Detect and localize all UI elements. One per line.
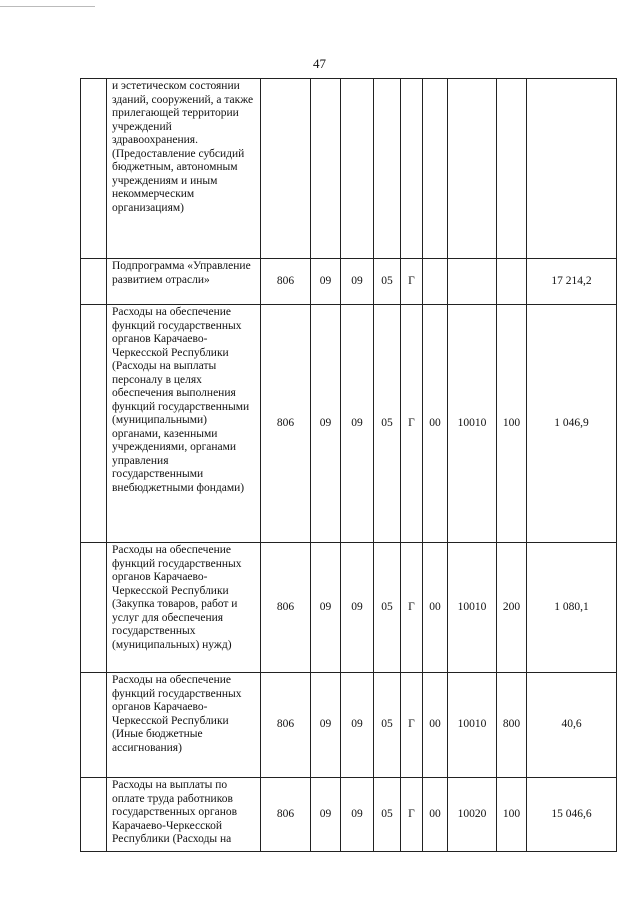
table-body bbox=[81, 79, 617, 852]
expense-name-cell: Подпрограмма «Управление развитием отрасли» bbox=[107, 259, 261, 305]
expense-type-cell bbox=[497, 79, 527, 259]
row-number-cell bbox=[81, 778, 107, 852]
direction-cell: 10020 bbox=[448, 778, 497, 852]
amount-cell: 1 080,1 bbox=[527, 543, 617, 673]
admin-code-cell: 806 bbox=[261, 305, 311, 543]
section-cell: 09 bbox=[311, 778, 341, 852]
expense-type-cell: 200 bbox=[497, 543, 527, 673]
amount-cell: 40,6 bbox=[527, 673, 617, 778]
section-cell: 09 bbox=[311, 259, 341, 305]
program-cell: 05 bbox=[374, 305, 401, 543]
section-cell: 09 bbox=[311, 305, 341, 543]
row-number-cell bbox=[81, 79, 107, 259]
section-cell: 09 bbox=[311, 543, 341, 673]
main-event-cell: 00 bbox=[423, 673, 448, 778]
subsection-cell: 09 bbox=[341, 543, 374, 673]
main-event-cell: 00 bbox=[423, 778, 448, 852]
subsection-cell bbox=[341, 79, 374, 259]
subprogram-cell: Г bbox=[401, 259, 423, 305]
table-row bbox=[81, 305, 617, 543]
direction-cell: 10010 bbox=[448, 543, 497, 673]
table-row bbox=[81, 673, 617, 778]
row-number-cell bbox=[81, 543, 107, 673]
program-cell: 05 bbox=[374, 543, 401, 673]
row-number-cell bbox=[81, 305, 107, 543]
table-row bbox=[81, 543, 617, 673]
admin-code-cell bbox=[261, 79, 311, 259]
program-cell bbox=[374, 79, 401, 259]
expense-name-cell: и эстетическом состоянии зданий, сооружений, а также прилегающей территории учреждений здравоохранения. (Предоставление субсидий бюджетным, автономным учреждениям и иным некоммерческим организациям) bbox=[107, 79, 261, 259]
admin-code-cell: 806 bbox=[261, 778, 311, 852]
section-cell bbox=[311, 79, 341, 259]
subsection-cell: 09 bbox=[341, 259, 374, 305]
row-number-cell bbox=[81, 673, 107, 778]
page-number: 47 bbox=[313, 56, 326, 71]
amount-cell: 1 046,9 bbox=[527, 305, 617, 543]
subprogram-cell bbox=[401, 79, 423, 259]
row-number-cell bbox=[81, 259, 107, 305]
admin-code-cell: 806 bbox=[261, 673, 311, 778]
admin-code-cell: 806 bbox=[261, 259, 311, 305]
expense-type-cell: 800 bbox=[497, 673, 527, 778]
table-row bbox=[81, 259, 617, 305]
direction-cell: 10010 bbox=[448, 305, 497, 543]
budget-table bbox=[80, 78, 617, 852]
program-cell: 05 bbox=[374, 778, 401, 852]
expense-type-cell: 100 bbox=[497, 305, 527, 543]
amount-cell: 15 046,6 bbox=[527, 778, 617, 852]
subprogram-cell: Г bbox=[401, 673, 423, 778]
table-row bbox=[81, 79, 617, 259]
main-event-cell: 00 bbox=[423, 305, 448, 543]
expense-name-cell: Расходы на обеспечение функций государственных органов Карачаево-Черкесской Республики (Расходы на выплаты персоналу в целях обеспечения выполнения функций государственными (муниципальными) органами, казенными учреждениями, органами управления государственными внебюджетными фондами) bbox=[107, 305, 261, 543]
program-cell: 05 bbox=[374, 673, 401, 778]
scan-edge-mark bbox=[0, 6, 95, 7]
table-row bbox=[81, 778, 617, 852]
section-cell: 09 bbox=[311, 673, 341, 778]
subprogram-cell: Г bbox=[401, 543, 423, 673]
amount-cell: 17 214,2 bbox=[527, 259, 617, 305]
expense-name-cell: Расходы на выплаты по оплате труда работников государственных органов Карачаево-Черкесской Республики (Расходы на bbox=[107, 778, 261, 852]
direction-cell bbox=[448, 79, 497, 259]
subsection-cell: 09 bbox=[341, 778, 374, 852]
subsection-cell: 09 bbox=[341, 673, 374, 778]
subprogram-cell: Г bbox=[401, 305, 423, 543]
main-event-cell bbox=[423, 79, 448, 259]
program-cell: 05 bbox=[374, 259, 401, 305]
expense-type-cell bbox=[497, 259, 527, 305]
subprogram-cell: Г bbox=[401, 778, 423, 852]
expense-name-cell: Расходы на обеспечение функций государственных органов Карачаево-Черкесской Республики (Иные бюджетные ассигнования) bbox=[107, 673, 261, 778]
direction-cell: 10010 bbox=[448, 673, 497, 778]
admin-code-cell: 806 bbox=[261, 543, 311, 673]
main-event-cell bbox=[423, 259, 448, 305]
expense-name-cell: Расходы на обеспечение функций государственных органов Карачаево-Черкесской Республики (Закупка товаров, работ и услуг для обеспечения государственных (муниципальных) нужд) bbox=[107, 543, 261, 673]
expense-type-cell: 100 bbox=[497, 778, 527, 852]
main-event-cell: 00 bbox=[423, 543, 448, 673]
amount-cell bbox=[527, 79, 617, 259]
direction-cell bbox=[448, 259, 497, 305]
subsection-cell: 09 bbox=[341, 305, 374, 543]
